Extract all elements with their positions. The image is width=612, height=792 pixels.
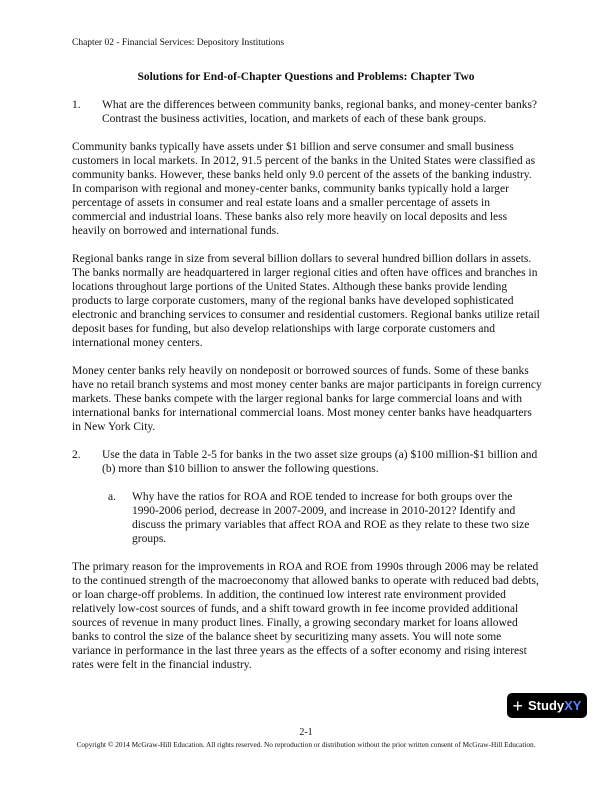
plus-icon: + <box>512 695 524 716</box>
page-header: Chapter 02 - Financial Services: Depository Institutions <box>72 38 285 48</box>
document-body <box>72 98 542 672</box>
subquestion-label: a. <box>108 491 116 503</box>
answer-paragraph: Regional banks range in size from several billion dollars to several hundred billion dollars in assets. The banks normally are headquartered in larger regional cities and often have offices and branches in locations throughout large portions of the United States. Although these banks provide lending products to large corporate customers, many of the regional banks have developed sophisticated electronic and branching services to consumer and residential customers. Regional banks utilize retail deposit bases for funding, but also develop relationships with large corporate customers and international money centers. <box>72 253 540 349</box>
page-number: 2-1 <box>299 727 313 738</box>
question-text: Use the data in Table 2-5 for banks in the two asset size groups (a) $100 million-$1 billion and (b) more than $10 billion to answer the following questions. <box>102 449 538 475</box>
question-1 <box>72 98 542 126</box>
copyright-notice: Copyright © 2014 McGraw-Hill Education. All rights reserved. No reproduction or distribution without the prior written consent of McGraw-Hill Education. <box>76 740 536 749</box>
answer-paragraph: The primary reason for the improvements in ROA and ROE from 1990s through 2006 may be related to the continued strength of the macroeconomy that allowed banks to operate with reduced bad debts, or loan charge-off problems. In addition, the continued low interest rate environment provided relatively low-cost sources of funds, and a shift toward growth in fee income provided additional sources of revenue in many product lines. Finally, a growing secondary market for loans allowed banks to control the size of the balance sheet by securitizing many assets. You will note some variance in performance in the last three years as the effects of a softer economy and rising interest rates were felt in the financial industry. <box>72 561 539 671</box>
subquestion-text: Why have the ratios for ROA and ROE tended to increase for both groups over the 1990-2006 period, decrease in 2007-2009, and increase in 2010-2012? Identify and discuss the primary variables that affect ROA and ROE as they relate to these two size groups. <box>132 491 530 545</box>
logo-text: Study <box>528 698 565 713</box>
answer-paragraph: Money center banks rely heavily on nondeposit or borrowed sources of funds. Some of these banks have no retail branch systems and most money center banks are major participants in foreign currency markets. These banks compete with the larger regional banks for large commercial loans and with international banks for international commercial loans. Most money center banks have headquarters in New York City. <box>72 365 542 433</box>
page-title: Solutions for End-of-Chapter Questions and Problems: Chapter Two <box>137 71 475 83</box>
question-number: 2. <box>72 449 81 461</box>
answer-paragraph: Community banks typically have assets under $1 billion and serve consumer and small business customers in local markets. In 2012, 91.5 percent of the banks in the United States were classified as community banks. However, these banks held only 9.0 percent of the assets of the banking industry. In comparison with regional and money-center banks, community banks typically hold a larger percentage of assets in consumer and real estate loans and a smaller percentage of assets in commercial and industrial loans. These banks also rely more heavily on local deposits and less heavily on borrowed and international funds. <box>72 141 536 237</box>
question-2 <box>72 448 542 476</box>
question-2a <box>102 490 542 546</box>
question-text: What are the differences between community banks, regional banks, and money-center banks? Contrast the business activities, location, and markets of each of these bank groups. <box>102 99 538 125</box>
logo-accent-text: XY <box>564 698 582 713</box>
studyxy-logo[interactable] <box>507 693 587 718</box>
question-number: 1. <box>72 99 81 111</box>
